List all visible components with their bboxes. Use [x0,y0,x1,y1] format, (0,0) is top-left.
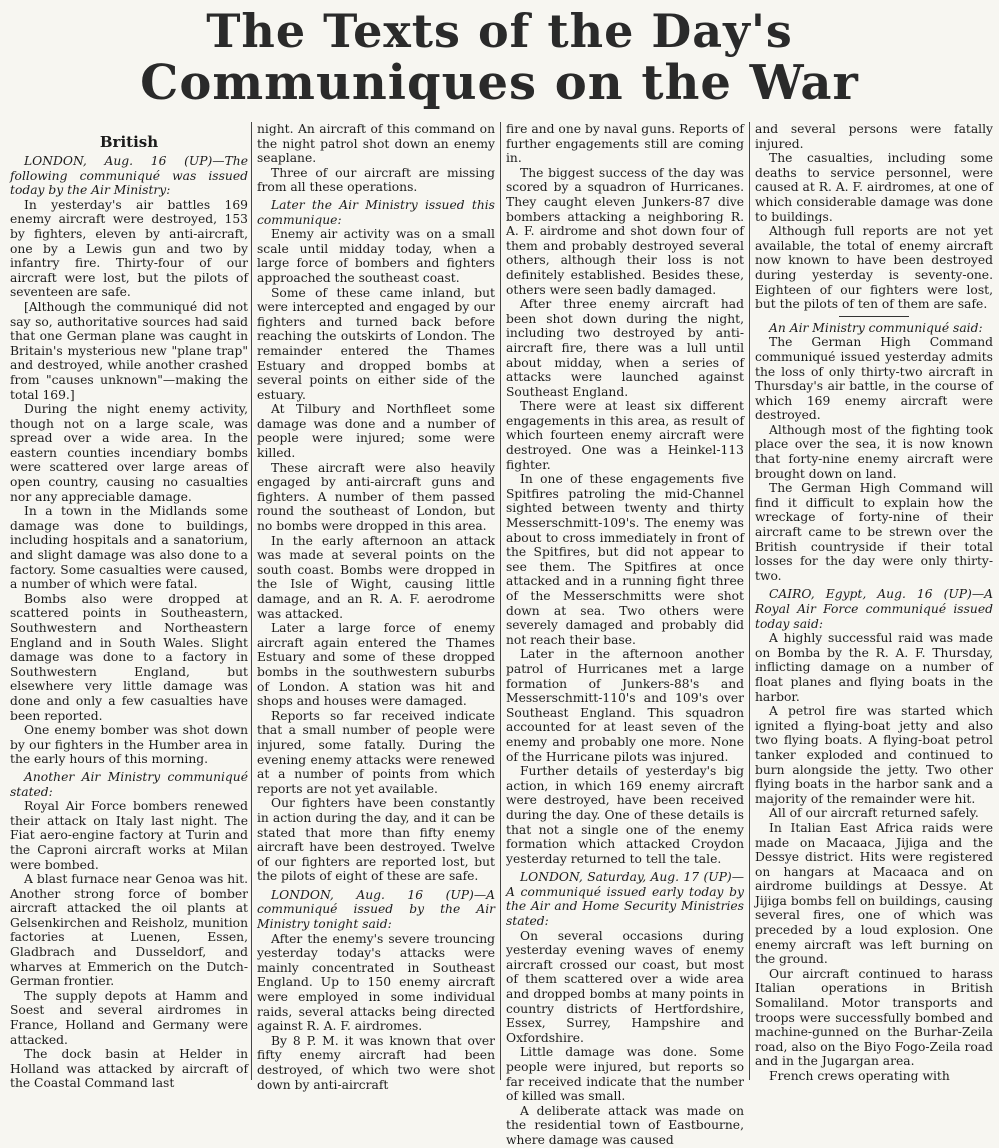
paragraph: The German High Command communiqué issued yesterday admits the loss of only thirty-two aircraft in Thursday's air battle, in the course of which 169 enemy aircraft were destroyed. [755,335,993,423]
paragraph: The dock basin at Helder in Holland was attacked by aircraft of the Coastal Command last [10,1047,248,1091]
paragraph: Later a large force of enemy aircraft again entered the Thames Estuary and some of these dropped bombs in the southwestern suburbs of London. A station was hit and shops and houses were damaged. [257,621,495,709]
column-rule [251,122,252,1080]
dateline: LONDON, Saturday, Aug. 17 (UP)—A communiqué issued early today by the Air and Home Security Ministries stated: [506,870,744,929]
paragraph: Three of our aircraft are missing from all these operations. [257,165,495,195]
subhead: Another Air Ministry communiqué stated: [10,769,248,799]
paragraph: and several persons were fatally injured. [755,122,993,151]
paragraph: In Italian East Africa raids were made on Macaaca, Jijiga and the Dessye district. Hits were registered on hangars at Macaaca and on airdrome buildings at Dessye. At Jijiga bombs fell on buildings, causing several fires, one of which was preceded by a loud explosion. One enemy aircraft was left burning on the ground. [755,820,993,967]
dateline: CAIRO, Egypt, Aug. 16 (UP)—A Royal Air Force communiqué issued today said: [755,587,993,631]
paragraph: Little damage was done. Some people were injured, but reports so far received indicate that the number of killed was small. [506,1045,744,1104]
paragraph: After the enemy's severe trouncing yesterday today's attacks were mainly concentrated in Southeast England. Up to 150 enemy aircraft were employed in some individual raids, several attacks being directed against R. A. F. airdromes. [257,931,495,1034]
article-columns [0,122,999,1147]
headline-line-2: Communiques on the War [140,55,859,111]
column-4 [755,122,993,1083]
paragraph: Although most of the fighting took place over the sea, it is now known that forty-nine enemy aircraft were brought down on land. [755,422,993,481]
paragraph: One enemy bomber was shot down by our fighters in the Humber area in the early hours of this morning. [10,723,248,767]
paragraph: [Although the communiqué did not say so, authoritative sources had said that one German plane was caught in Britain's mysterious new "plane trap" and destroyed, while another crashed from "causes unknown"—making the total 169.] [10,299,248,402]
paragraph: French crews operating with [769,1069,950,1083]
paragraph: Reports so far received indicate that a small number of people were injured, some fatally. During the evening enemy attacks were renewed at a number of points from which reports are not yet available. [257,708,495,796]
column-rule [500,122,501,1080]
paragraph: Further details of yesterday's big action, in which 169 enemy aircraft were destroyed, have been received during the day. One of these details is that not a single one of the enemy formation which attacked Croydon yesterday returned to tell the tale. [506,764,744,866]
paragraph: The supply depots at Hamm and Soest and several airdromes in France, Holland and Germany were attacked. [10,988,248,1047]
paragraph: A blast furnace near Genoa was hit. Another strong force of bomber aircraft attacked the oil plants at Gelsenkirchen and Reisholz, munition factories at Luenen, Essen, Gladbrach and Dusseldorf, and wharves at Emmerich on the Dutch-German frontier. [10,872,248,989]
paragraph: All of our aircraft returned safely. [769,806,979,821]
paragraph: Our aircraft continued to harass Italian operations in British Somaliland. Motor transports and troops were successfully bombed and machine-gunned on the Burhar-Zeila road, also on the Biyo Fogo-Zeila road and in the Jugargan area. [755,966,993,1069]
paragraph: The German High Command will find it difficult to explain how the wreckage of forty-nine of their aircraft came to be strewn over the British countryside if their total losses for the day were only thirty-two. [755,481,993,583]
separator [839,316,909,317]
paragraph: A deliberate attack was made on the residential town of Eastbourne, where damage was caused [506,1103,744,1147]
paragraph: These aircraft were also heavily engaged by anti-aircraft guns and fighters. A number of them passed round the southeast of London, but no bombs were dropped in this area. [257,460,495,534]
column-3 [506,122,744,1147]
paragraph: Later in the afternoon another patrol of Hurricanes met a large formation of Junkers-88's and Messerschmitt-110's and 109's over Southeast England. This squadron accounted for at least seven of the enemy and probably one more. None of the Hurricane pilots was injured. [506,647,744,764]
paragraph: There were at least six different engagements in this area, as result of which fourteen enemy aircraft were destroyed. One was a Heinkel-113 fighter. [506,399,744,472]
paragraph: During the night enemy activity, though not on a large scale, was spread over a wide area. In the eastern counties incendiary bombs were scattered over large areas of open country, causing no casualties nor any appreciable damage. [10,402,248,504]
paragraph: Royal Air Force bombers renewed their attack on Italy last night. The Fiat aero-engine factory at Turin and the Caproni aircraft works at Milan were bombed. [10,799,248,872]
paragraph: A highly successful raid was made on Bomba by the R. A. F. Thursday, inflicting damage on a number of float planes and flying boats in the harbor. [755,631,993,704]
column-2 [257,122,495,1092]
paragraph: In yesterday's air battles 169 enemy aircraft were destroyed, 153 by fighters, eleven by anti-aircraft, one by a Lewis gun and two by infantry fire. Thirty-four of our aircraft were lost, but the pilots of seventeen are safe. [10,197,248,300]
column-1 [10,122,248,1091]
paragraph: By 8 P. M. it was known that over fifty enemy aircraft had been destroyed, of which two were shot down by anti-aircraft [257,1033,495,1092]
paragraph: Although full reports are not yet available, the total of enemy aircraft now known to have been destroyed during yesterday is seventy-one. Eighteen of our fighters were lost, but the pilots of ten of them are safe. [755,224,993,312]
paragraph: Some of these came inland, but were intercepted and engaged by our fighters and turned back before reaching the outskirts of London. The remainder entered the Thames Estuary and dropped bombs at several points on either side of the estuary. [257,285,495,402]
paragraph: After three enemy aircraft had been shot down during the night, including two destroyed by anti-aircraft fire, there was a lull until about midday, when a series of attacks were launched against Southeast England. [506,297,744,399]
dateline: LONDON, Aug. 16 (UP)—A communiqué issued by the Air Ministry tonight said: [257,887,495,932]
dateline: LONDON, Aug. 16 (UP)—The following communiqué was issued today by the Air Ministry: [10,154,248,198]
paragraph: On several occasions during yesterday evening waves of enemy aircraft crossed our coast, but most of them scattered over a wide area and dropped bombs at many points in country districts of Hertfordshire, Essex, Surrey, Hampshire and Oxfordshire. [506,928,744,1045]
headline [0,0,999,120]
column-rule [749,122,750,1080]
paragraph: night. An aircraft of this command on the night patrol shot down an enemy seaplane. [257,122,495,166]
paragraph: fire and one by naval guns. Reports of further engagements still are coming in. [506,122,744,166]
paragraph: The biggest success of the day was scored by a squadron of Hurricanes. They caught eleven Junkers-87 dive bombers attacking a neighboring R. A. F. airdrome and shot down four of them and probably destroyed several others, although their loss is not definitely established. Besides these, others were seen badly damaged. [506,165,744,297]
paragraph: Enemy air activity was on a small scale until midday today, when a large force of bombers and fighters approached the southeast coast. [257,227,495,285]
headline-line-1: The Texts of the Day's [206,4,793,58]
subhead: Later the Air Ministry issued this communique: [257,197,495,227]
paragraph: In one of these engagements five Spitfires patroling the mid-Channel sighted between twenty and thirty Messerschmitt-109's. The enemy was about to cross immediately in front of the Spitfires, but did not appear to see them. The Spitfires at once attacked and in a running fight three of the Messerschmitts were shot down at sea. Two others were severely damaged and probably did not reach their base. [506,472,744,647]
paragraph: Bombs also were dropped at scattered points in Southeastern, Southwestern and Northeastern England and in South Wales. Slight damage was done to a factory in Southwestern England, but elsewhere very little damage was done and only a few casualties have been reported. [10,591,248,723]
paragraph: In a town in the Midlands some damage was done to buildings, including hospitals and a sanatorium, and slight damage was also done to a factory. Some casualties were caused, a number of which were fatal. [10,504,248,592]
paragraph: At Tilbury and Northfleet some damage was done and a number of people were injured; some were killed. [257,402,495,461]
section-heading: British [99,133,159,151]
subhead: An Air Ministry communiqué said: [769,320,983,335]
paragraph: The casualties, including some deaths to service personnel, were caused at R. A. F. airdromes, at one of which considerable damage was done to buildings. [755,151,993,224]
paragraph: Our fighters have been constantly in action during the day, and it can be stated that more than fifty enemy aircraft have been destroyed. Twelve of our fighters are reported lost, but the pilots of eight of these are safe. [257,796,495,884]
paragraph: In the early afternoon an attack was made at several points on the south coast. Bombs were dropped in the Isle of Wight, causing little damage, and an R. A. F. aerodrome was attacked. [257,533,495,621]
paragraph: A petrol fire was started which ignited a flying-boat jetty and also two flying boats. A flying-boat petrol tanker exploded and continued to burn alongside the jetty. Two other flying boats in the harbor sank and a majority of the remainder were hit. [755,704,993,806]
